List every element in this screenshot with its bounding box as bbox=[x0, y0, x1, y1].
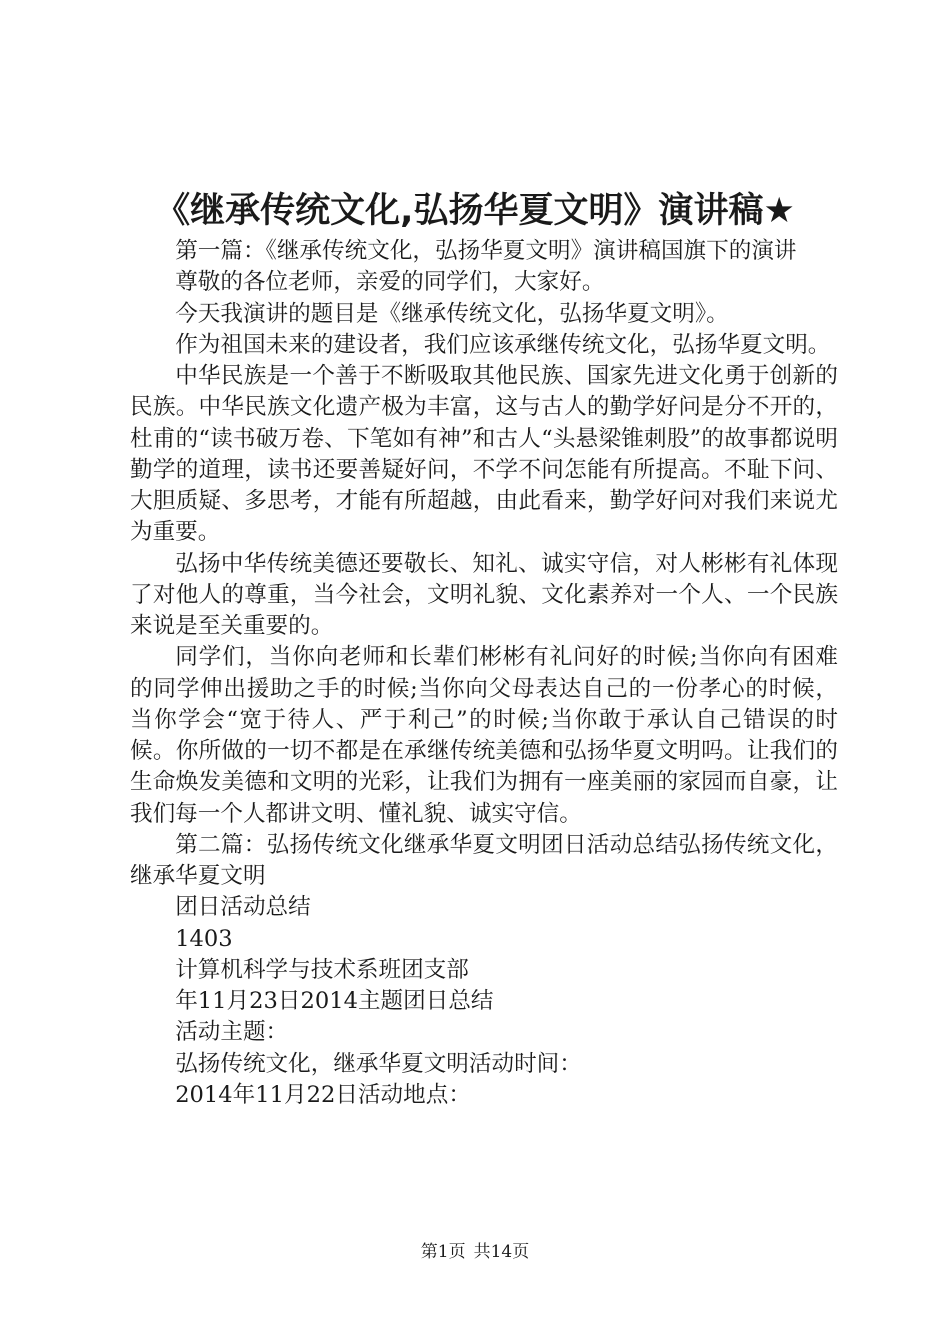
page-footer bbox=[0, 1240, 950, 1264]
line-activity-theme: 弘扬传统文化，继承华夏文明活动时间： bbox=[175, 1050, 582, 1077]
line-class-number: 1403 bbox=[175, 925, 233, 952]
paragraph-virtue: 弘扬中华传统美德还要敬长、知礼、诚实守信，对人彬彬有礼体现了对他人的尊重，当今社会，文明礼貌、文化素养对一个人、一个民族来说是至关重要的。 bbox=[130, 550, 838, 639]
paragraph-section-one-heading: 第一篇：《继承传统文化，弘扬华夏文明》演讲稿国旗下的演讲 bbox=[175, 238, 797, 264]
paragraph-intro: 作为祖国未来的建设者，我们应该承继传统文化，弘扬华夏文明。 bbox=[175, 331, 831, 358]
page-total: 共14页 bbox=[473, 1242, 530, 1262]
paragraph-greeting: 尊敬的各位老师，亲爱的同学们，大家好。 bbox=[175, 269, 605, 296]
paragraph-topic: 今天我演讲的题目是《继承传统文化，弘扬华夏文明》。 bbox=[175, 300, 729, 327]
document-body bbox=[130, 236, 838, 1111]
line-activity-date: 2014年11月22日活动地点： bbox=[175, 1081, 471, 1108]
line-summary-label: 团日活动总结 bbox=[175, 894, 311, 921]
line-activity-theme-label: 活动主题： bbox=[175, 1019, 289, 1046]
paragraph-diligence: 中华民族是一个善于不断吸取其他民族、国家先进文化勇于创新的民族。中华民族文化遗产极为丰富，这与古人的勤学好问是分不开的，杜甫的“读书破万卷、下笔如有神”和古人“头悬梁锥刺股”的故事都说明勤学的道理，读书还要善疑好问，不学不问怎能有所提高。不耻下问、大胆质疑、多思考，才能有所超越，由此看来，勤学好问对我们来说尤为重要。 bbox=[130, 363, 838, 546]
paragraph-call-to-action: 同学们，当你向老师和长辈们彬彬有礼问好的时候;当你向有困难的同学伸出援助之手的时候;当你向父母表达自己的一份孝心的时候，当你学会“宽于待人、严于利己”的时候;当你敢于承认自己错误的时候。你所做的一切不都是在承继传统美德和弘扬华夏文明吗。让我们的生命焕发美德和文明的光彩，让我们为拥有一座美丽的家园而自豪，让我们每一个人都讲文明、懂礼貌、诚实守信。 bbox=[130, 644, 838, 827]
paragraph-section-two-heading: 第二篇：弘扬传统文化继承华夏文明团日活动总结弘扬传统文化，继承华夏文明 bbox=[130, 831, 838, 889]
line-date-summary: 年11月23日2014主题团日总结 bbox=[175, 988, 494, 1014]
line-department: 计算机科学与技术系班团支部 bbox=[175, 956, 469, 983]
page-number: 第1页 bbox=[420, 1242, 466, 1262]
document-title: 《继承传统文化,弘扬华夏文明》演讲稿★ bbox=[155, 191, 795, 231]
